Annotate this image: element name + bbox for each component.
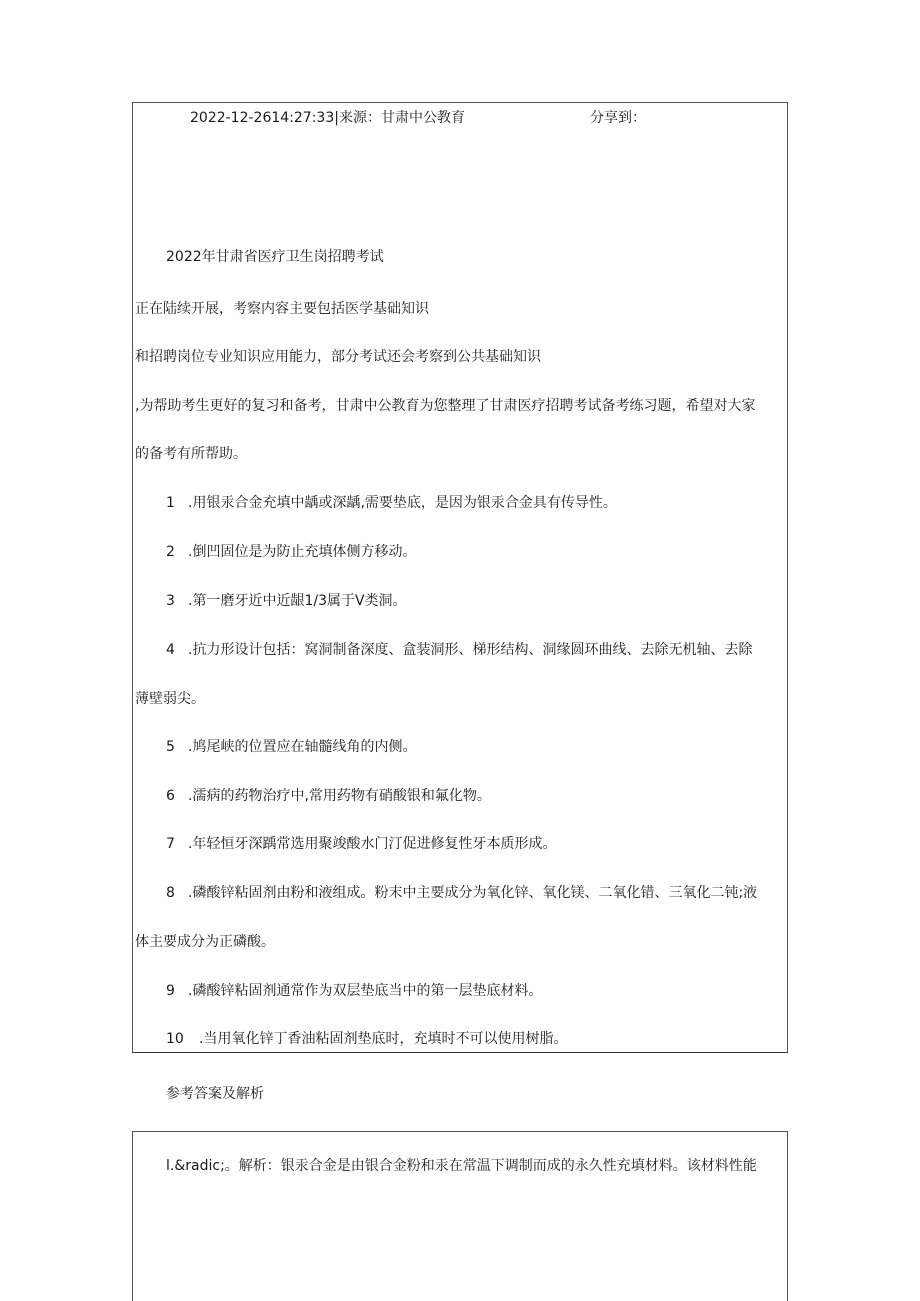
- intro-line: 2022年甘肃省医疗卫生岗招聘考试: [166, 249, 384, 265]
- question-number: 10: [166, 1031, 184, 1047]
- intro-line: 正在陆续开展，考察内容主要包括医学基础知识: [135, 301, 429, 317]
- question-text: .鸠尾峡的位置应在轴髓线角的内侧。: [188, 739, 417, 755]
- question-text: .用银汞合金充填中龋或深龋,需要垫底，是因为银汞合金具有传导性。: [188, 495, 617, 511]
- share-label: 分享到：: [590, 110, 646, 126]
- question-number: 8: [166, 885, 175, 901]
- answers-title: 参考答案及解析: [166, 1086, 264, 1102]
- question-number: 6: [166, 788, 175, 804]
- question-text: .倒凹固位是为防止充填体侧方移动。: [188, 544, 417, 560]
- question-text: .当用氧化锌丁香油粘固剂垫底时，充填时不可以使用树脂。: [199, 1031, 568, 1047]
- article-box: [132, 102, 788, 1053]
- question-number: 1: [166, 495, 175, 511]
- question-number: 3: [166, 593, 175, 609]
- question-number: 2: [166, 544, 175, 560]
- question-text: .第一磨牙近中近龈1/3属于V类洞。: [188, 593, 407, 609]
- question-text: .磷酸锌粘固剂通常作为双层垫底当中的第一层垫底材料。: [188, 983, 543, 999]
- intro-line: ,为帮助考生更好的复习和备考，甘肃中公教育为您整理了甘肃医疗招聘考试备考练习题，希望对大家: [135, 398, 756, 414]
- question-number: 4: [166, 642, 175, 658]
- question-text: .磷酸锌粘固剂由粉和液组成。粉末中主要成分为氧化锌、氧化镁、二氧化错、三氧化二钝;液: [188, 885, 758, 901]
- question-text: .抗力形设计包括：窝洞制备深度、盒装洞形、梯形结构、洞缘圆环曲线、去除无机轴、去除: [188, 642, 753, 658]
- question-number: 9: [166, 983, 175, 999]
- intro-line: 的备考有所帮助。: [135, 446, 247, 462]
- answer-line: l.&radic;。解析：银汞合金是由银合金粉和汞在常温下调制而成的永久性充填材料。该材料性能: [166, 1158, 757, 1174]
- question-text: .年轻恒牙深踽常选用聚竣酸水门汀促进修复性牙本质形成。: [188, 836, 557, 852]
- question-text-continued: 体主要成分为正磷酸。: [135, 934, 275, 950]
- question-number: 5: [166, 739, 175, 755]
- article-meta: 2022-12-2614:27:33|来源：甘肃中公教育: [190, 110, 465, 126]
- question-number: 7: [166, 836, 175, 852]
- intro-line: 和招聘岗位专业知识应用能力，部分考试还会考察到公共基础知识: [135, 349, 541, 365]
- question-text-continued: 薄壁弱尖。: [135, 691, 205, 707]
- question-text: .濡病的药物治疗中,常用药物有硝酸银和氟化物。: [188, 788, 491, 804]
